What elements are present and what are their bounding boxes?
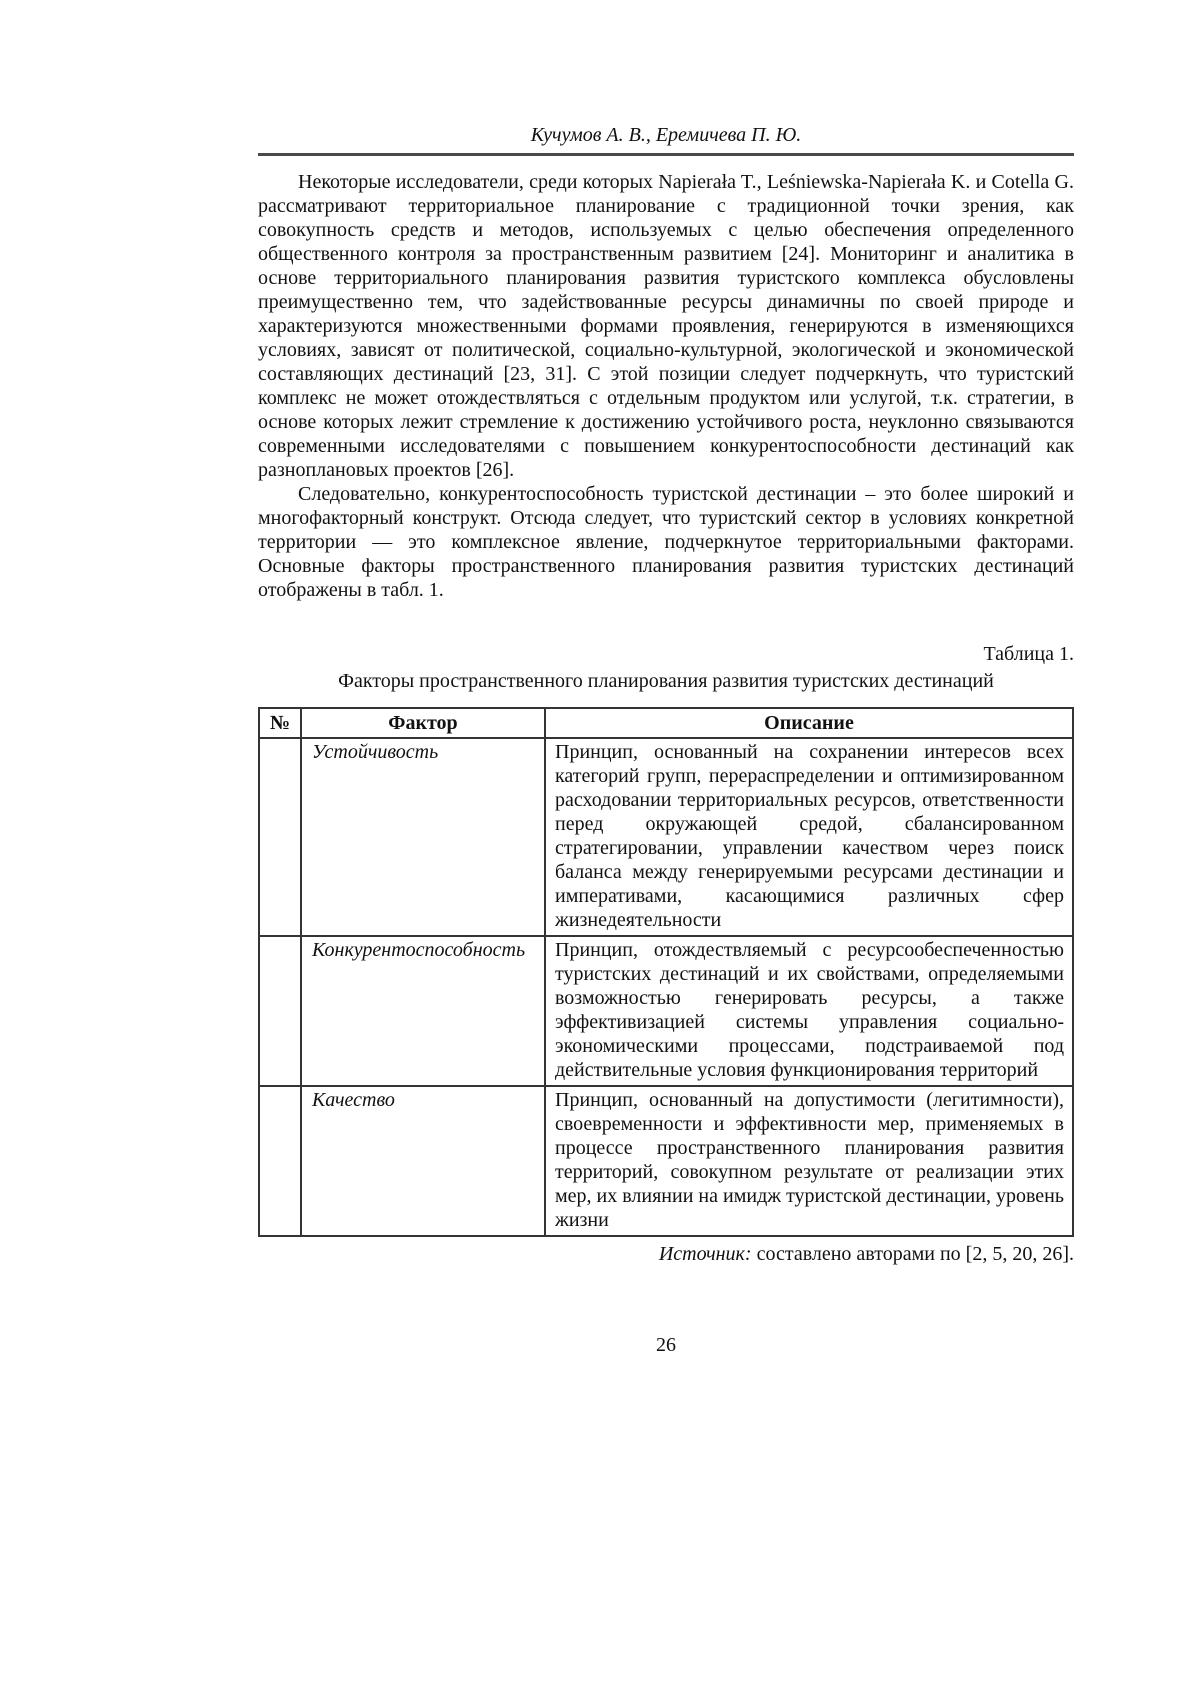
header-factor: Фактор [301,708,545,738]
page-content [258,122,1074,1357]
header-description: Описание [545,708,1073,738]
source-note [258,1242,1074,1266]
table-header-row [259,708,1073,738]
table-row [259,936,1073,1086]
table-row [259,738,1073,936]
source-text: составлено авторами по [2, 5, 20, 26]. [751,1243,1074,1265]
table-label: Таблица 1. [983,643,1074,665]
row-3-factor: Качество [301,1086,545,1236]
table-caption: Факторы пространственного планирования развития туристских дестинаций [338,670,994,692]
factors-table [258,707,1074,1237]
page-number: 26 [656,1334,676,1356]
row-1-description: Принцип, основанный на сохранении интересов всех категорий групп, перераспределении и оптимизированном расходовании территориальных ресурсов, ответственности перед окружающей средой, сбалансированном стратегировании, управлении качеством через поиск баланса между генерируемыми ресурсами дестинации и императивами, касающимися различных сфер жизнедеятельности [545,738,1073,936]
source-label: Источник: [658,1243,752,1265]
header-num: № [259,708,301,738]
row-2-factor: Конкурентоспособность [301,936,545,1086]
running-head: Кучумов А. В., Еремичева П. Ю. [258,122,1074,156]
row-2-num [259,936,301,1086]
row-2-description: Принцип, отождествляемый с ресурсообеспеченностью туристских дестинаций и их свойствами, определяемыми возможностью генерировать ресурсы, а также эффективизацией системы управления социально-экономическими процессами, подстраиваемой под действительные условия функционирования территорий [545,936,1073,1086]
row-1-num [259,738,301,936]
row-3-num [259,1086,301,1236]
table-row [259,1086,1073,1236]
row-1-factor: Устойчивость [301,738,545,936]
paragraph-2: Следовательно, конкурентоспособность туристской дестинации – это более широкий и многофакторный конструкт. Отсюда следует, что туристский сектор в условиях конкретной территории — это комплексное явление, подчеркнутое территориальными факторами. Основные факторы пространственного планирования развития туристских дестинаций отображены в табл. 1. [258,483,1074,601]
paragraph-1: Некоторые исследователи, среди которых Napierała T., Leśniewska-Napierała K. и Cotella G. рассматривают территориальное планирование с традиционной точки зрения, как совокупность средств и методов, используемых с целью обеспечения определенного общественного контроля за пространственным развитием [24]. Мониторинг и аналитика в основе территориального планирования развития туристского комплекса обусловлены преимущественно тем, что задействованные ресурсы динамичны по своей природе и характеризуются множественными формами проявления, генерируются в изменяющихся условиях, зависят от политической, социально-культурной, экологической и экономической составляющих дестинаций [23, 31]. С этой позиции следует подчеркнуть, что туристский комплекс не может отождествляться с отдельным продуктом или услугой, т.к. стратегии, в основе которых лежит стремление к достижению устойчивого роста, неуклонно связываются современными исследователями с повышением конкурентоспособности дестинаций как разноплановых проектов [26]. [258,171,1074,481]
row-3-description: Принцип, основанный на допустимости (легитимности), своевременности и эффективности мер, применяемых в процессе пространственного планирования развития территорий, совокупном результате от реализации этих мер, их влиянии на имидж туристской дестинации, уровень жизни [545,1086,1073,1236]
